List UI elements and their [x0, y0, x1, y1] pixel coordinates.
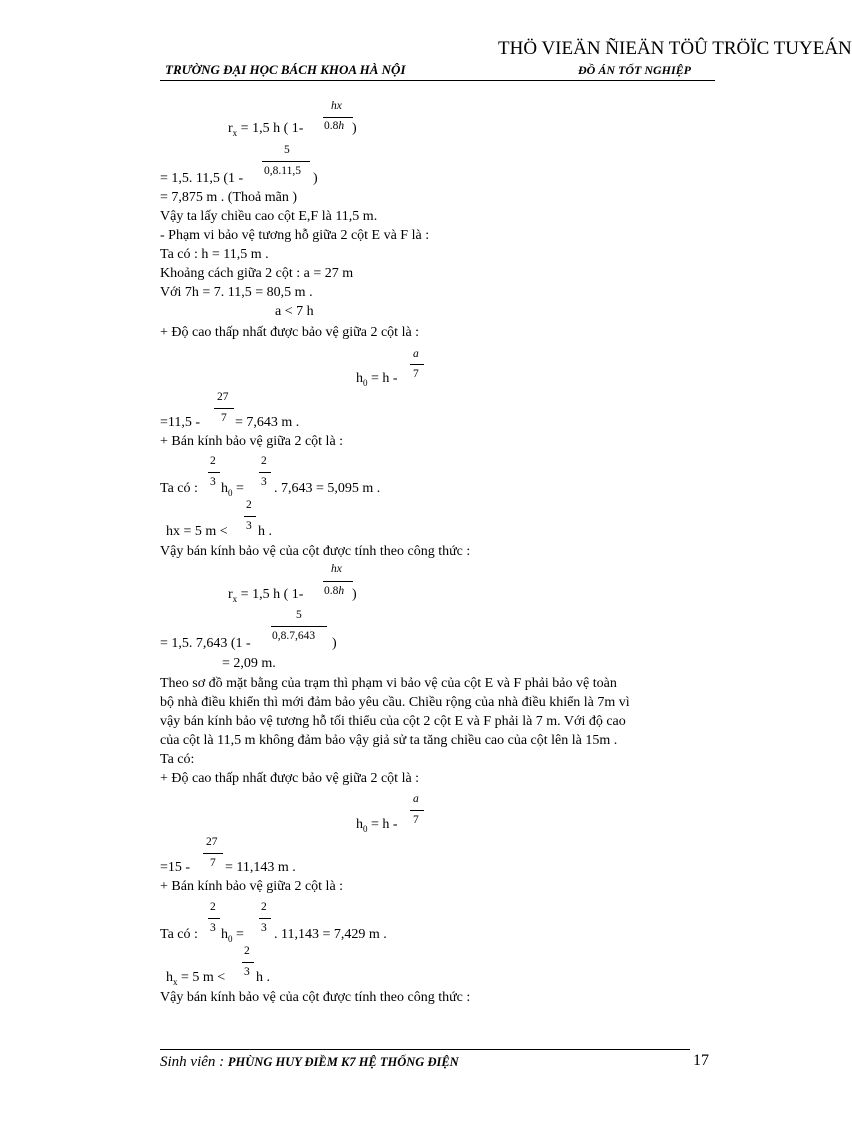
fraction-denominator: 3	[261, 476, 267, 488]
fraction-bar	[242, 962, 254, 963]
document-type: ĐỒ ÁN TỐT NGHIỆP	[578, 63, 691, 77]
paragraph-line: của cột là 11,5 m không đảm bảo vậy giả sử ta tăng chiều cao của cột lên là 15m .	[160, 733, 618, 748]
text-line: Vậy ta lấy chiều cao cột E,F là 11,5 m.	[160, 209, 378, 224]
formula-text: = 1,5 h ( 1-	[237, 587, 304, 602]
fraction-bar	[410, 364, 424, 365]
fraction-denominator: 3	[246, 520, 252, 532]
paragraph-line: Ta có:	[160, 752, 195, 767]
fraction-numerator: 2	[246, 499, 252, 511]
subscript: 0	[363, 823, 368, 834]
text-line: Với 7h = 7. 11,5 = 80,5 m .	[160, 285, 313, 300]
subscript: x	[173, 976, 178, 987]
formula-text: =	[232, 481, 244, 496]
formula-rhs: . 11,143 = 7,429 m .	[274, 927, 387, 942]
fraction-numerator: hx	[331, 100, 342, 112]
fraction-denominator: 0.8h	[324, 120, 345, 132]
footer-rule	[160, 1049, 690, 1050]
formula-text: = 1,5 h ( 1-	[237, 121, 304, 136]
formula-close: )	[352, 121, 357, 136]
text-line: = 2,09 m.	[222, 656, 276, 671]
formula-lhs: Ta có :	[160, 927, 198, 942]
paragraph-line: Theo sơ đồ mặt bằng của trạm thì phạm vi bảo vệ của cột E và F phải bảo vệ toàn	[160, 676, 617, 691]
header-rule	[160, 80, 715, 81]
page-number: 17	[693, 1052, 709, 1069]
formula-close: )	[352, 587, 357, 602]
text-line: + Độ cao thấp nhất được bảo vệ giữa 2 cột là :	[160, 325, 420, 340]
formula-rhs: h .	[258, 524, 272, 539]
symbol: r	[228, 121, 233, 136]
fraction-denominator: 0,8.11,5	[264, 165, 301, 177]
symbol: h	[221, 927, 228, 942]
formula-rhs: . 7,643 = 5,095 m .	[274, 481, 381, 496]
fraction-numerator: 2	[244, 945, 250, 957]
footer-student	[160, 1054, 459, 1071]
text-line: = 7,875 m . (Thoả mãn )	[160, 190, 297, 205]
fraction-bar	[208, 472, 220, 473]
paragraph-line: bộ nhà điều khiển thì mới đảm bảo yêu cầu. Chiều rộng của nhà điều khiển là 7m vì	[160, 695, 630, 710]
formula-lhs: = 1,5. 7,643 (1 -	[160, 636, 251, 651]
formula-mid	[221, 927, 244, 947]
fraction-denominator: 3	[261, 922, 267, 934]
fraction-numerator: 5	[284, 144, 290, 156]
text-line: Vậy bán kính bảo vệ của cột được tính theo công thức :	[160, 990, 471, 1005]
fraction-bar	[203, 853, 223, 854]
formula-text: = h -	[367, 817, 398, 832]
text-line: + Bán kính bảo vệ giữa 2 cột là :	[160, 879, 344, 894]
subscript: x	[232, 127, 238, 138]
footer-label: Sinh viên :	[160, 1054, 228, 1070]
fraction-denominator: 7	[413, 814, 419, 826]
text-line: - Phạm vi bảo vệ tương hỗ giữa 2 cột E và F là :	[160, 228, 430, 243]
formula-mid	[221, 481, 244, 501]
formula-text: =	[232, 927, 244, 942]
fraction-denominator: 3	[244, 966, 250, 978]
formula-lhs: =11,5 -	[160, 415, 201, 430]
formula-lhs: =15 -	[160, 860, 191, 875]
fraction-denominator: 0,8.7,643	[272, 630, 316, 642]
fraction-bar	[410, 810, 424, 811]
fraction-denominator: 7	[210, 857, 216, 869]
symbol: h	[356, 371, 363, 386]
fraction-denominator: 0.8h	[324, 585, 345, 597]
fraction-denominator: 7	[413, 368, 419, 380]
text-line: Khoảng cách giữa 2 cột : a = 27 m	[160, 266, 354, 281]
formula-rhs: = 11,143 m .	[225, 860, 296, 875]
fraction-bar	[323, 117, 353, 118]
formula-text: = 5 m <	[177, 970, 226, 985]
fraction-bar	[214, 408, 234, 409]
formula-lhs: = 1,5. 11,5 (1 -	[160, 171, 244, 186]
subscript: 0	[228, 933, 233, 944]
fraction-denominator: 3	[210, 476, 216, 488]
fraction-numerator: 2	[210, 455, 216, 467]
text-line: + Bán kính bảo vệ giữa 2 cột là :	[160, 434, 344, 449]
subscript: x	[232, 593, 238, 604]
formula-lhs	[166, 970, 225, 990]
school-name: TRƯỜNG ĐẠI HỌC BÁCH KHOA HÀ NỘI	[165, 62, 406, 77]
formula-text: = h -	[367, 371, 398, 386]
text-line: Ta có : h = 11,5 m .	[160, 247, 269, 262]
fraction-bar	[259, 472, 271, 473]
text-line: + Độ cao thấp nhất được bảo vệ giữa 2 cột là :	[160, 771, 420, 786]
formula-rhs: h .	[256, 970, 270, 985]
symbol: r	[228, 587, 233, 602]
fraction-numerator: 27	[206, 836, 218, 848]
formula-lhs	[356, 371, 398, 391]
formula-lhs: Ta có :	[160, 481, 198, 496]
fraction-numerator: 2	[261, 455, 267, 467]
fraction-bar	[271, 626, 327, 627]
formula-lhs	[356, 817, 398, 837]
fraction-numerator: 5	[296, 609, 302, 621]
fraction-bar	[244, 516, 256, 517]
fraction-denominator: 3	[210, 922, 216, 934]
fraction-numerator: 2	[210, 901, 216, 913]
fraction-bar	[262, 161, 310, 162]
formula-close: )	[313, 171, 318, 186]
subscript: 0	[363, 377, 368, 388]
fraction-numerator: a	[413, 793, 419, 805]
symbol: h	[166, 970, 173, 985]
fraction-bar	[259, 918, 271, 919]
formula-lhs	[228, 587, 303, 607]
formula-rhs: = 7,643 m .	[235, 415, 300, 430]
text-line: Vậy bán kính bảo vệ của cột được tính theo công thức :	[160, 544, 471, 559]
watermark-header: THÖ VIEÄN ÑIEÄN TÖÛ TRÖÏC TUYEÁN	[498, 38, 852, 59]
fraction-numerator: 2	[261, 901, 267, 913]
symbol: h	[356, 817, 363, 832]
fraction-numerator: hx	[331, 563, 342, 575]
formula-close: )	[332, 636, 337, 651]
symbol: h	[221, 481, 228, 496]
fraction-bar	[208, 918, 220, 919]
text-line: a < 7 h	[275, 304, 314, 319]
footer-author: PHÙNG HUY ĐIỀM K7 HỆ THỐNG ĐIỆN	[227, 1055, 459, 1069]
subscript: 0	[228, 487, 233, 498]
fraction-denominator: 7	[221, 412, 227, 424]
formula-lhs: hx = 5 m <	[166, 524, 228, 539]
formula-lhs	[228, 121, 303, 141]
fraction-numerator: 27	[217, 391, 229, 403]
paragraph-line: vậy bán kính bảo vệ tương hỗ tối thiểu của cột 2 cột E và F phải là 7 m. Với độ cao	[160, 714, 626, 729]
fraction-numerator: a	[413, 348, 419, 360]
fraction-bar	[323, 581, 353, 582]
